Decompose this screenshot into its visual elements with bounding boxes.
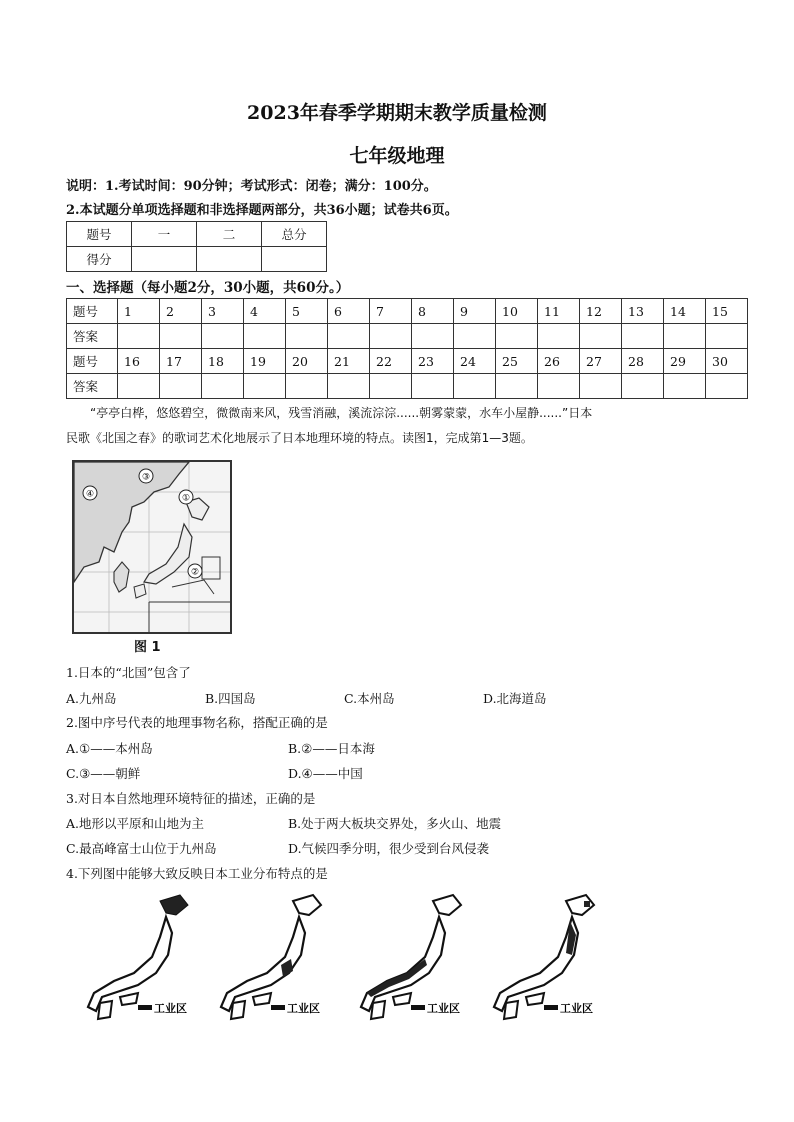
passage-line-2: 民歌《北国之春》的歌词艺术化地展示了日本地理环境的特点。读图1，完成第1—3题。: [66, 431, 533, 445]
answer-cell[interactable]: [370, 324, 412, 349]
answer-cell[interactable]: [370, 374, 412, 399]
score-header-cell: 二: [197, 222, 262, 247]
answer-cell[interactable]: [244, 324, 286, 349]
industry-map-a[interactable]: [80, 893, 230, 1023]
score-table-score-row: [67, 247, 327, 272]
question-number-cell: 22: [370, 349, 412, 374]
legend-label: 工业区: [287, 1002, 320, 1015]
q3-option-a[interactable]: A.地形以平原和山地为主: [66, 816, 205, 831]
figure-1-caption: 图 1: [134, 640, 161, 655]
answer-cell[interactable]: [622, 324, 664, 349]
question-number-cell: 18: [202, 349, 244, 374]
q2-option-a[interactable]: A.①——本州岛: [66, 741, 153, 756]
score-header-cell: 题号: [67, 222, 132, 247]
answer-cell[interactable]: [580, 374, 622, 399]
question-number-cell: 3: [202, 299, 244, 324]
answer-cell[interactable]: [454, 324, 496, 349]
legend-label: 工业区: [154, 1002, 187, 1015]
answer-row: [67, 324, 748, 349]
question-number-cell: 29: [664, 349, 706, 374]
answer-cell[interactable]: [538, 324, 580, 349]
score-cell[interactable]: [262, 247, 327, 272]
question-2-stem: 2.图中序号代表的地理事物名称，搭配正确的是: [66, 715, 328, 730]
passage-line-1: “亭亭白桦，悠悠碧空，微微南来风，残雪消融，溪流淙淙......朝雾蒙蒙，水车小屋静......”日本: [90, 406, 593, 420]
row-label: 答案: [67, 324, 118, 349]
question-number-cell: 14: [664, 299, 706, 324]
question-number-cell: 19: [244, 349, 286, 374]
question-number-cell: 6: [328, 299, 370, 324]
question-number-cell: 1: [118, 299, 160, 324]
q3-option-c[interactable]: C.最高峰富士山位于九州岛: [66, 841, 217, 856]
question-number-cell: 25: [496, 349, 538, 374]
question-1-stem: 1.日本的“北国”包含了: [66, 665, 191, 680]
question-number-cell: 17: [160, 349, 202, 374]
instructions-line-1: 说明：1.考试时间：90分钟；考试形式：闭卷；满分：100分。: [66, 179, 437, 194]
row-label: 题号: [67, 299, 118, 324]
score-header-cell: 一: [132, 222, 197, 247]
question-number-cell: 10: [496, 299, 538, 324]
map-marker-4: ④: [85, 489, 95, 500]
question-number-cell: 23: [412, 349, 454, 374]
answer-cell[interactable]: [538, 374, 580, 399]
answer-cell[interactable]: [454, 374, 496, 399]
question-number-cell: 16: [118, 349, 160, 374]
map-marker-3: ③: [141, 472, 151, 483]
answer-cell[interactable]: [580, 324, 622, 349]
question-number-cell: 15: [706, 299, 748, 324]
industry-map-c[interactable]: [353, 893, 503, 1023]
answer-cell[interactable]: [286, 324, 328, 349]
map-marker-2: ②: [190, 567, 200, 578]
question-number-cell: 9: [454, 299, 496, 324]
q1-option-d[interactable]: D.北海道岛: [483, 691, 547, 706]
answer-cell[interactable]: [118, 374, 160, 399]
exam-subtitle: 七年级地理: [349, 145, 445, 167]
answer-cell[interactable]: [328, 374, 370, 399]
answer-cell[interactable]: [328, 324, 370, 349]
answer-cell[interactable]: [706, 374, 748, 399]
question-number-cell: 26: [538, 349, 580, 374]
question-number-cell: 30: [706, 349, 748, 374]
answer-number-row: [67, 299, 748, 324]
legend-label: 工业区: [560, 1002, 593, 1015]
question-number-cell: 27: [580, 349, 622, 374]
score-table-header-row: [67, 222, 327, 247]
instructions-line-2: 2.本试题分单项选择题和非选择题两部分，共36小题；试卷共6页。: [66, 203, 458, 218]
japan-region-map: [74, 462, 230, 632]
answer-cell[interactable]: [118, 324, 160, 349]
question-number-cell: 7: [370, 299, 412, 324]
map-marker-1: ①: [181, 493, 191, 504]
q2-option-c[interactable]: C.③——朝鲜: [66, 766, 141, 781]
answer-cell[interactable]: [412, 324, 454, 349]
q1-option-a[interactable]: A.九州岛: [66, 691, 117, 706]
question-4-stem: 4.下列图中能够大致反映日本工业分布特点的是: [66, 866, 328, 881]
industry-map-d[interactable]: [486, 893, 636, 1023]
answer-cell[interactable]: [202, 374, 244, 399]
answer-cell[interactable]: [286, 374, 328, 399]
score-table: [66, 221, 327, 272]
exam-title: 2023年春季学期期末教学质量检测: [247, 102, 547, 124]
answer-cell[interactable]: [160, 324, 202, 349]
legend-label: 工业区: [427, 1002, 460, 1015]
question-3-stem: 3.对日本自然地理环境特征的描述，正确的是: [66, 791, 316, 806]
question-number-cell: 4: [244, 299, 286, 324]
answer-cell[interactable]: [160, 374, 202, 399]
q2-option-b[interactable]: B.②——日本海: [288, 741, 375, 756]
answer-cell[interactable]: [412, 374, 454, 399]
score-row-label: 得分: [67, 247, 132, 272]
q2-option-d[interactable]: D.④——中国: [288, 766, 363, 781]
question-number-cell: 8: [412, 299, 454, 324]
score-header-cell: 总分: [262, 222, 327, 247]
question-number-cell: 21: [328, 349, 370, 374]
q1-option-c[interactable]: C.本州岛: [344, 691, 395, 706]
answer-cell[interactable]: [244, 374, 286, 399]
answer-cell[interactable]: [496, 374, 538, 399]
answer-cell[interactable]: [496, 324, 538, 349]
answer-cell[interactable]: [622, 374, 664, 399]
question-number-cell: 24: [454, 349, 496, 374]
answer-table: [66, 298, 748, 399]
question-number-cell: 2: [160, 299, 202, 324]
answer-cell[interactable]: [664, 374, 706, 399]
question-number-cell: 28: [622, 349, 664, 374]
question-number-cell: 5: [286, 299, 328, 324]
q1-option-b[interactable]: B.四国岛: [205, 691, 256, 706]
question-number-cell: 20: [286, 349, 328, 374]
question-number-cell: 11: [538, 299, 580, 324]
answer-cell[interactable]: [202, 324, 244, 349]
answer-cell[interactable]: [706, 324, 748, 349]
question-number-cell: 12: [580, 299, 622, 324]
score-cell[interactable]: [132, 247, 197, 272]
answer-row: [67, 374, 748, 399]
answer-cell[interactable]: [664, 324, 706, 349]
question-number-cell: 13: [622, 299, 664, 324]
section-1-title: 一、选择题（每小题2分，30小题，共60分。）: [66, 280, 350, 296]
score-cell[interactable]: [197, 247, 262, 272]
q3-option-d[interactable]: D.气候四季分明，很少受到台风侵袭: [288, 841, 490, 856]
industry-map-b[interactable]: [213, 893, 363, 1023]
q3-option-b[interactable]: B.处于两大板块交界处，多火山、地震: [288, 816, 502, 831]
row-label: 答案: [67, 374, 118, 399]
answer-number-row: [67, 349, 748, 374]
row-label: 题号: [67, 349, 118, 374]
figure-1-map: [72, 460, 232, 634]
